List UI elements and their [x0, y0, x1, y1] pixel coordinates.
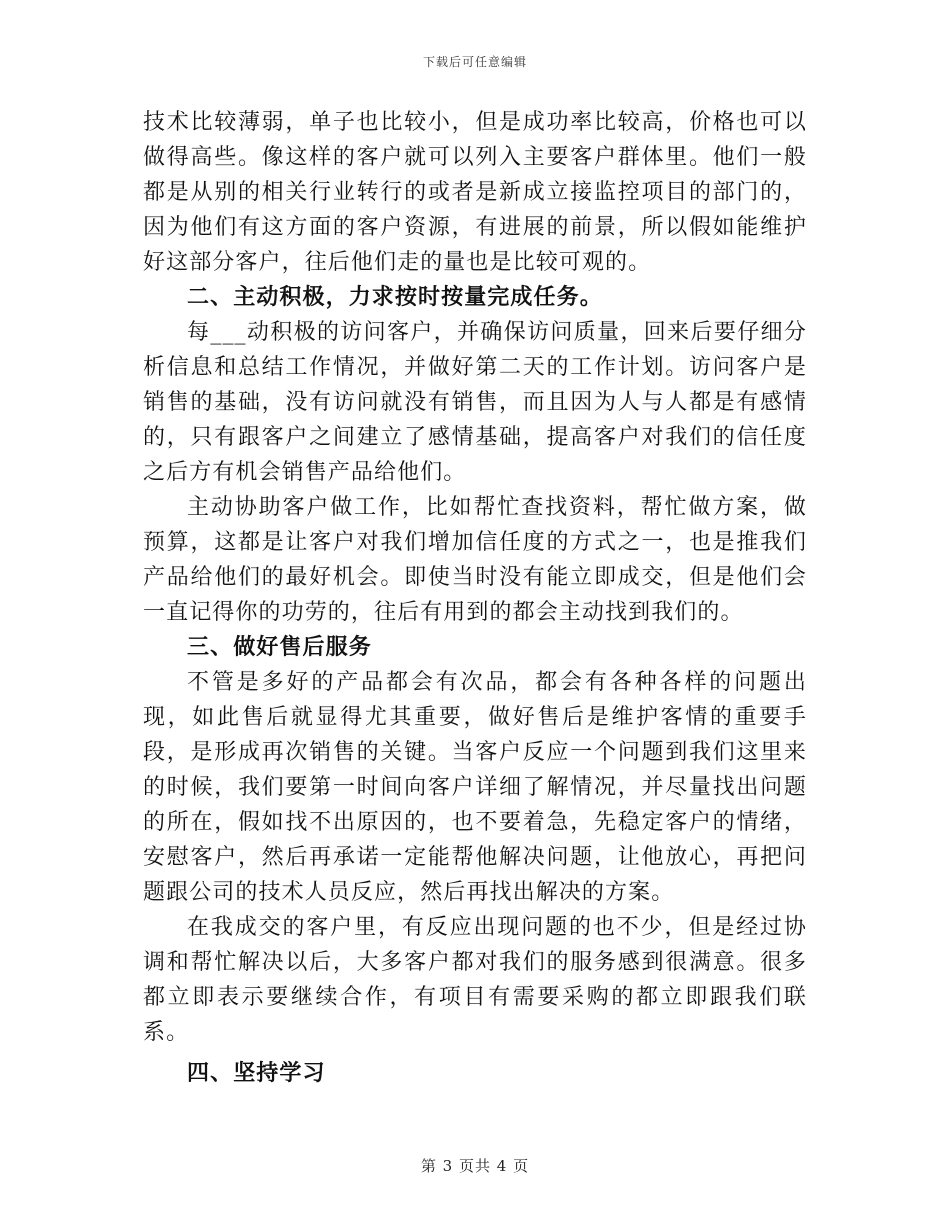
paragraph-continued: 技术比较薄弱，单子也比较小，但是成功率比较高，价格也可以做得高些。像这样的客户就可以列入主要客户群体里。他们一般都是从别的相关行业转行的或者是新成立接监控项目的部门的，因为他们有这方面的客户资源，有进展的前景，所以假如能维护好这部分客户，往后他们走的量也是比较可观的。	[143, 110, 807, 275]
page-header: 下载后可任意编辑	[422, 55, 527, 69]
section-heading-4: 四、坚持学习	[187, 1061, 326, 1086]
section-heading-2: 二、主动积极，力求按时按量完成任务。	[187, 285, 603, 310]
paragraph: 不管是多好的产品都会有次品，都会有各种各样的问题出现，如此售后就显得尤其重要，做好售后是维护客情的重要手段，是形成再次销售的关键。当客户反应一个问题到我们这里来的时候，我们要第一时间向客户详细了解情况，并尽量找出问题的所在，假如找不出原因的，也不要着急，先稳定客户的情绪，安慰客户，然后再承诺一定能帮他解决问题，让他放心，再把问题跟公司的技术人员反应，然后再找出解决的方案。	[143, 670, 807, 905]
paragraph: 每___动积极的访问客户，并确保访问质量，回来后要仔细分析信息和总结工作情况，并做好第二天的工作计划。访问客户是销售的基础，没有访问就没有销售，而且因为人与人都是有感情的，只有跟客户之间建立了感情基础，提高客户对我们的信任度之后方有机会销售产品给他们。	[143, 320, 807, 485]
paragraph: 在我成交的客户里，有反应出现问题的也不少，但是经过协调和帮忙解决以后，大多客户都对我们的服务感到很满意。很多都立即表示要继续合作，有项目有需要采购的都立即跟我们联系。	[143, 915, 807, 1045]
paragraph: 主动协助客户做工作，比如帮忙查找资料，帮忙做方案，做预算，这都是让客户对我们增加信任度的方式之一，也是推我们产品给他们的最好机会。即使当时没有能立即成交，但是他们会一直记得你的功劳的，往后有用到的都会主动找到我们的。	[143, 495, 807, 625]
page-footer: 第 3 页共 4 页	[420, 1157, 530, 1175]
section-heading-3: 三、做好售后服务	[187, 635, 372, 660]
document-body	[143, 105, 807, 1091]
